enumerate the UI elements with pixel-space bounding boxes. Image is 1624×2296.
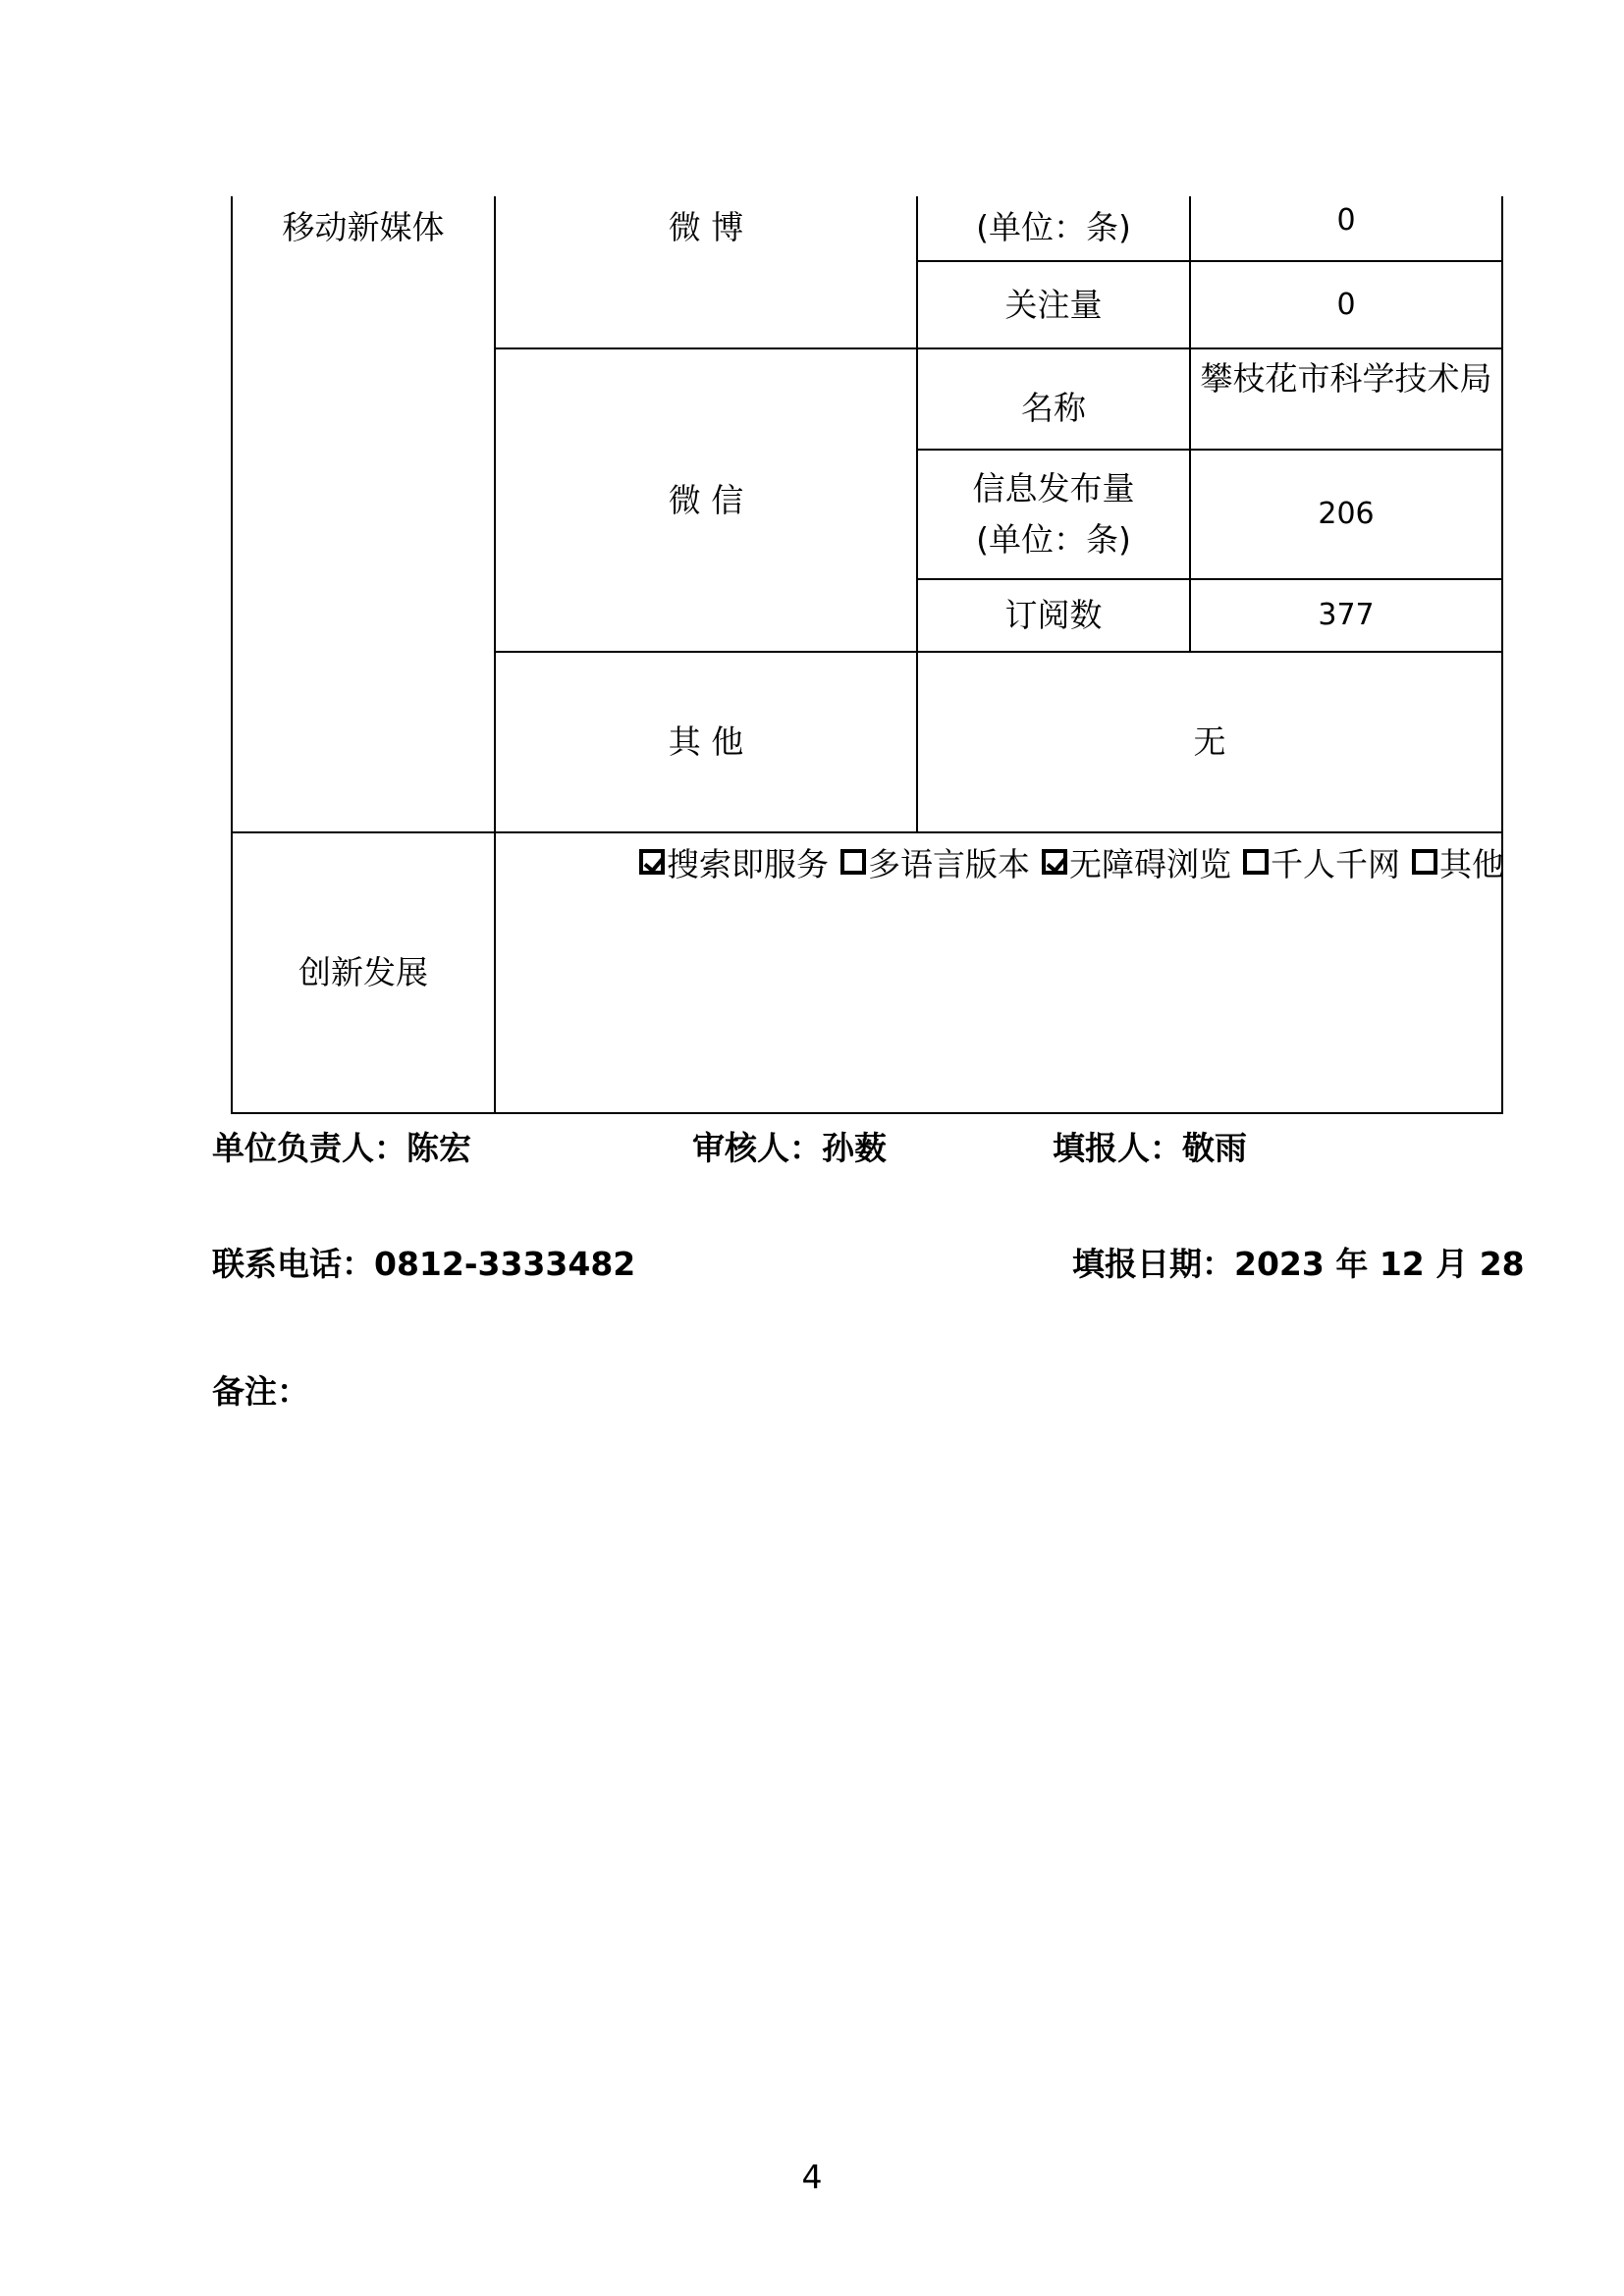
innovation-option[interactable] <box>1243 839 1400 885</box>
wechat-posts-label <box>918 451 1189 578</box>
innovation-option[interactable] <box>840 839 1030 885</box>
innovation-option-label: 千人千网 <box>1271 844 1400 883</box>
contact-phone: 联系电话：0812-3333482 <box>212 1245 636 1283</box>
wechat-subscribers-value: 377 <box>1318 598 1375 632</box>
fill-date: 填报日期：2023 年 12 月 28 <box>1072 1245 1525 1283</box>
innovation-option-label: 多语言版本 <box>868 844 1030 883</box>
weibo-posts-label: (单位：条) <box>976 208 1131 246</box>
mobile-media-label: 移动新媒体 <box>282 208 445 246</box>
reviewer: 审核人：孙薮 <box>692 1129 887 1167</box>
unchecked-box-icon[interactable] <box>840 849 866 875</box>
weibo-posts-value: 0 <box>1336 203 1356 238</box>
weibo-label: 微 博 <box>668 208 744 246</box>
innovation-options <box>599 836 1504 887</box>
weibo-followers-label: 关注量 <box>1004 285 1103 324</box>
wechat-name-value: 攀枝花市科学技术局 <box>1200 359 1492 398</box>
page-number: 4 <box>801 2158 823 2196</box>
wechat-posts-value: 206 <box>1318 497 1375 531</box>
innovation-option[interactable] <box>1042 839 1231 885</box>
wechat-posts-label-line2: (单位：条) <box>976 520 1131 559</box>
checked-box-icon[interactable] <box>1042 849 1067 875</box>
wechat-label: 微 信 <box>668 480 744 519</box>
innovation-label: 创新发展 <box>298 953 428 991</box>
filler: 填报人：敬雨 <box>1053 1129 1247 1167</box>
remarks: 备注： <box>212 1372 309 1411</box>
wechat-subscribers-label: 订阅数 <box>1004 596 1103 634</box>
unchecked-box-icon[interactable] <box>1243 849 1269 875</box>
innovation-option-label: 其他 <box>1439 844 1504 883</box>
innovation-option-label: 无障碍浏览 <box>1069 844 1231 883</box>
table-border-bottom <box>231 1112 1503 1114</box>
checked-box-icon[interactable] <box>639 849 665 875</box>
weibo-followers-value: 0 <box>1336 287 1356 322</box>
innovation-option[interactable] <box>1412 839 1504 885</box>
innovation-option[interactable] <box>639 839 829 885</box>
table-border-right <box>1501 196 1503 1114</box>
other-value: 无 <box>1193 722 1226 761</box>
unit-head: 单位负责人：陈宏 <box>212 1129 471 1167</box>
wechat-posts-label-line1: 信息发布量 <box>972 469 1135 507</box>
unchecked-box-icon[interactable] <box>1412 849 1437 875</box>
innovation-option-label: 搜索即服务 <box>667 844 829 883</box>
wechat-name-label: 名称 <box>1021 388 1086 427</box>
other-label: 其 他 <box>668 722 744 761</box>
